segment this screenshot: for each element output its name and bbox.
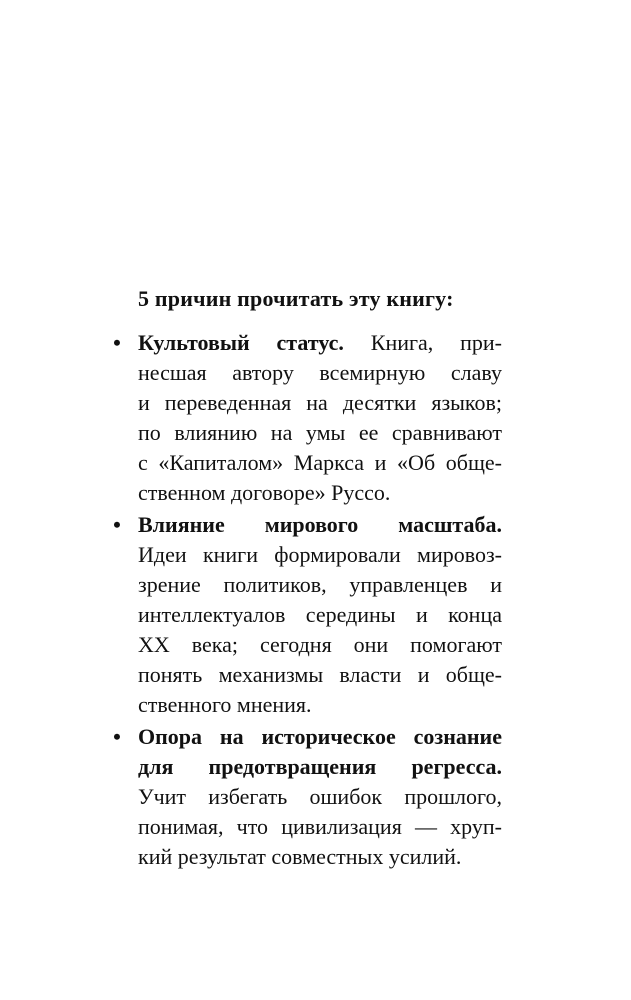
text-line <box>138 388 502 418</box>
bullet-icon: • <box>113 512 121 537</box>
text-line <box>138 782 502 812</box>
text-line <box>138 600 502 630</box>
text-line <box>138 630 502 660</box>
text-line <box>138 328 502 358</box>
bold-lead: для предотвращения регресса. <box>138 754 502 779</box>
reason-item-3 <box>113 722 502 872</box>
text-line <box>138 690 502 720</box>
line-text: Книга, при- <box>343 330 502 355</box>
reasons-section <box>113 284 502 874</box>
text-line <box>138 842 502 872</box>
line-text: интеллектуалов середины и конца <box>138 602 502 627</box>
line-text: XX века; сегодня они помогают <box>138 632 502 657</box>
bold-lead: Культовый статус. <box>138 330 344 355</box>
text-line <box>138 812 502 842</box>
line-text: ственного мнения. <box>138 692 312 717</box>
bullet-icon: • <box>113 724 121 749</box>
line-text: и переведенная на десятки языков; <box>138 390 502 415</box>
text-line <box>138 448 502 478</box>
line-text: понимая, что цивилизация — хруп- <box>138 814 502 839</box>
text-line <box>138 660 502 690</box>
bold-lead: Опора на историческое сознание <box>138 724 502 749</box>
line-text: с «Капиталом» Маркса и «Об обще- <box>138 450 502 475</box>
line-text: Идеи книги формировали мировоз- <box>138 542 502 567</box>
bullet-icon: • <box>113 330 121 355</box>
text-line <box>138 358 502 388</box>
line-text: по влиянию на умы ее сравнивают <box>138 420 502 445</box>
text-line <box>138 478 502 508</box>
text-line <box>138 418 502 448</box>
text-line <box>138 570 502 600</box>
text-line <box>138 752 502 782</box>
text-line <box>138 722 502 752</box>
line-text: зрение политиков, управленцев и <box>138 572 502 597</box>
line-text: кий результат совместных усилий. <box>138 844 462 869</box>
reasons-list <box>113 328 502 872</box>
bold-lead: Влияние мирового масштаба. <box>138 512 502 537</box>
text-line <box>138 540 502 570</box>
text-line <box>138 510 502 540</box>
line-text: Учит избегать ошибок прошлого, <box>138 784 502 809</box>
line-text: ственном договоре» Руссо. <box>138 480 391 505</box>
section-heading: 5 причин прочитать эту книгу: <box>138 286 454 311</box>
line-text: несшая автору всемирную славу <box>138 360 502 385</box>
line-text: понять механизмы власти и обще- <box>138 662 502 687</box>
reason-item-1 <box>113 328 502 508</box>
reason-item-2 <box>113 510 502 720</box>
